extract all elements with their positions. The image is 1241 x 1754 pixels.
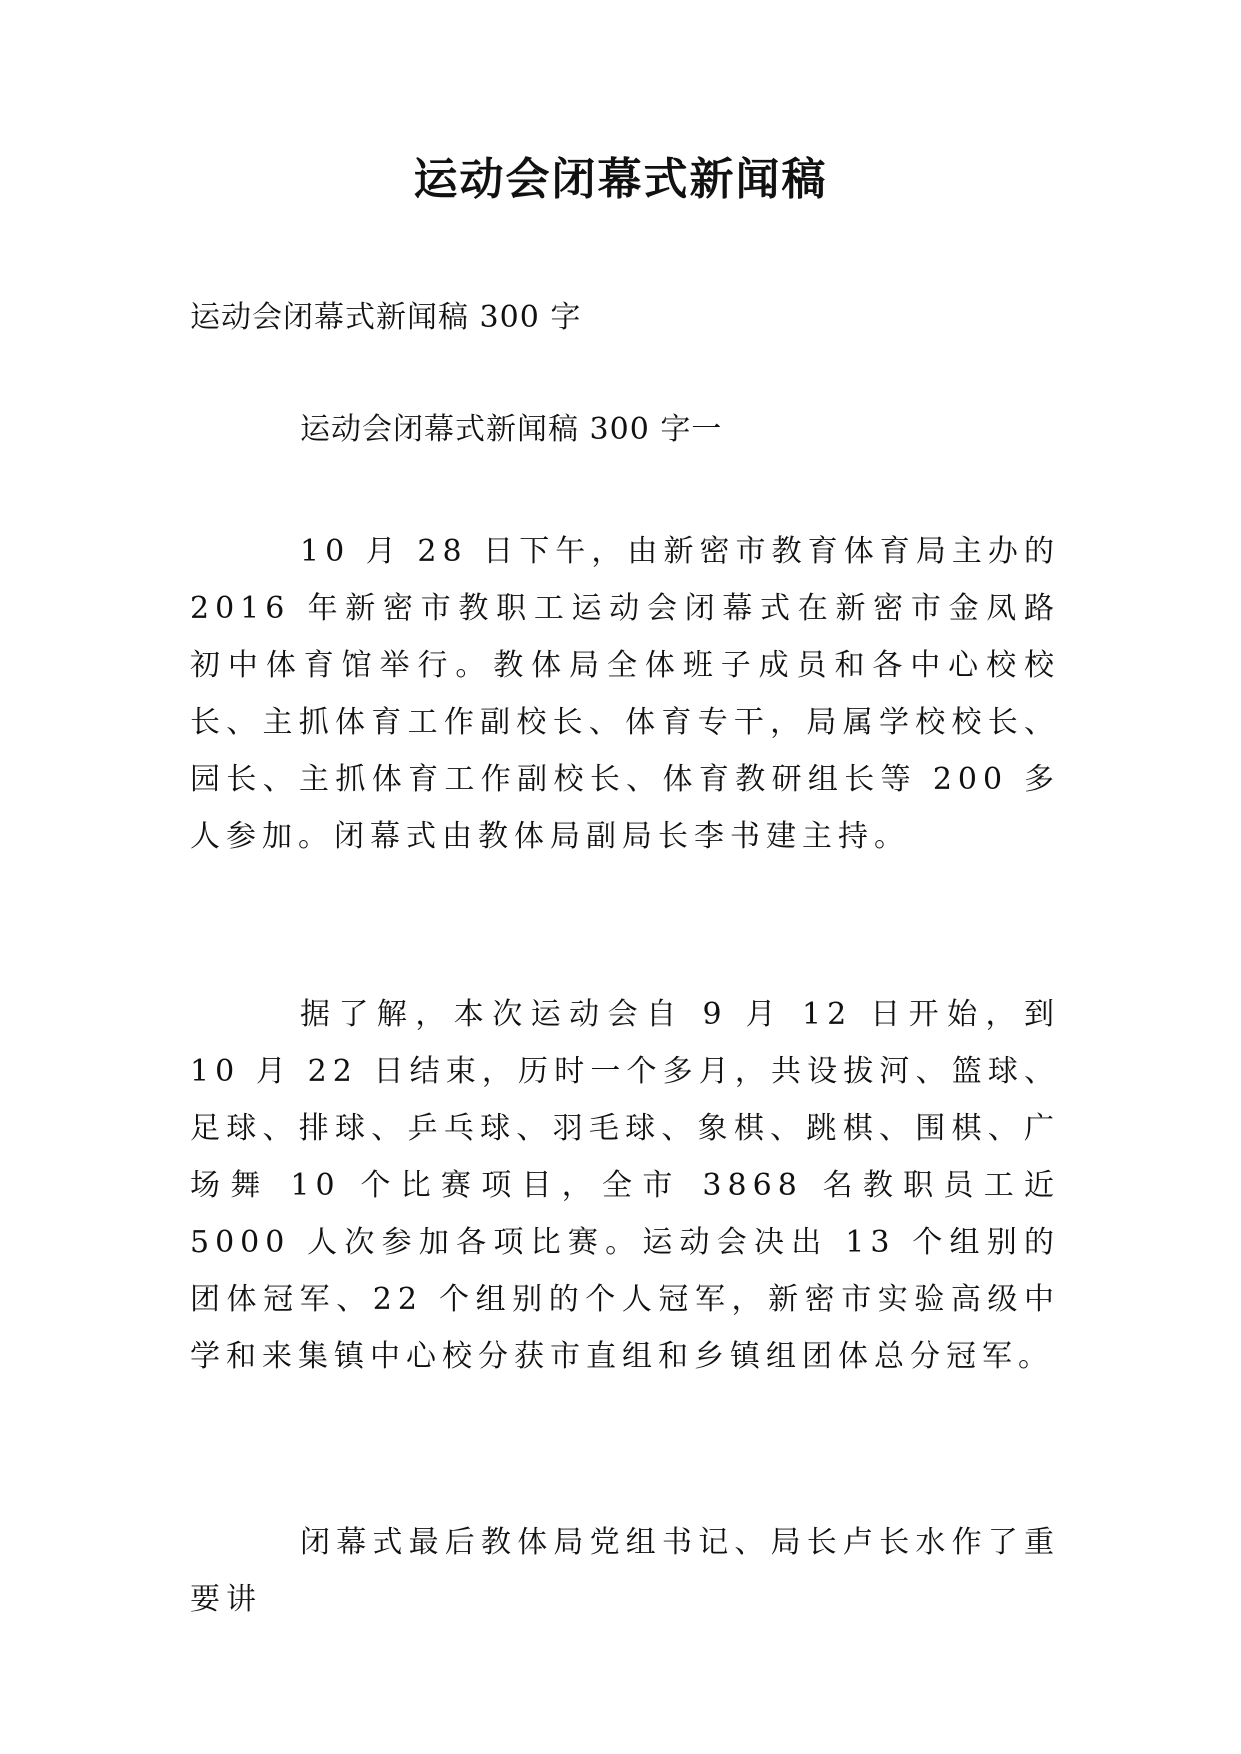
section-heading: 运动会闭幕式新闻稿 300 字一	[300, 412, 723, 447]
document-subtitle: 运动会闭幕式新闻稿 300 字	[190, 300, 582, 335]
document-title: 运动会闭幕式新闻稿	[413, 154, 828, 205]
paragraph-2: 据了解，本次运动会自 9 月 12 日开始，到 10 月 22 日结束，历时一个多月，共设拔河、篮球、足球、排球、乒乓球、羽毛球、象棋、跳棋、围棋、广场舞 10 个比赛项目，全市 3868 名教职员工近 5000 人次参加各项比赛。运动会决出 13 个组别的团体冠军、22 个组别的个人冠军，新密市实验高级中学和来集镇中心校分获市直组和乡镇组团体总分冠军。	[190, 997, 1060, 1374]
paragraph-1: 10 月 28 日下午，由新密市教育体育局主办的 2016 年新密市教职工运动会闭幕式在新密市金凤路初中体育馆举行。教体局全体班子成员和各中心校校长、主抓体育工作副校长、体育专干，局属学校校长、园长、主抓体育工作副校长、体育教研组长等 200 多人参加。闭幕式由教体局副局长李书建主持。	[190, 534, 1060, 854]
paragraph-3: 闭幕式最后教体局党组书记、局长卢长水作了重要讲	[190, 1525, 1060, 1617]
